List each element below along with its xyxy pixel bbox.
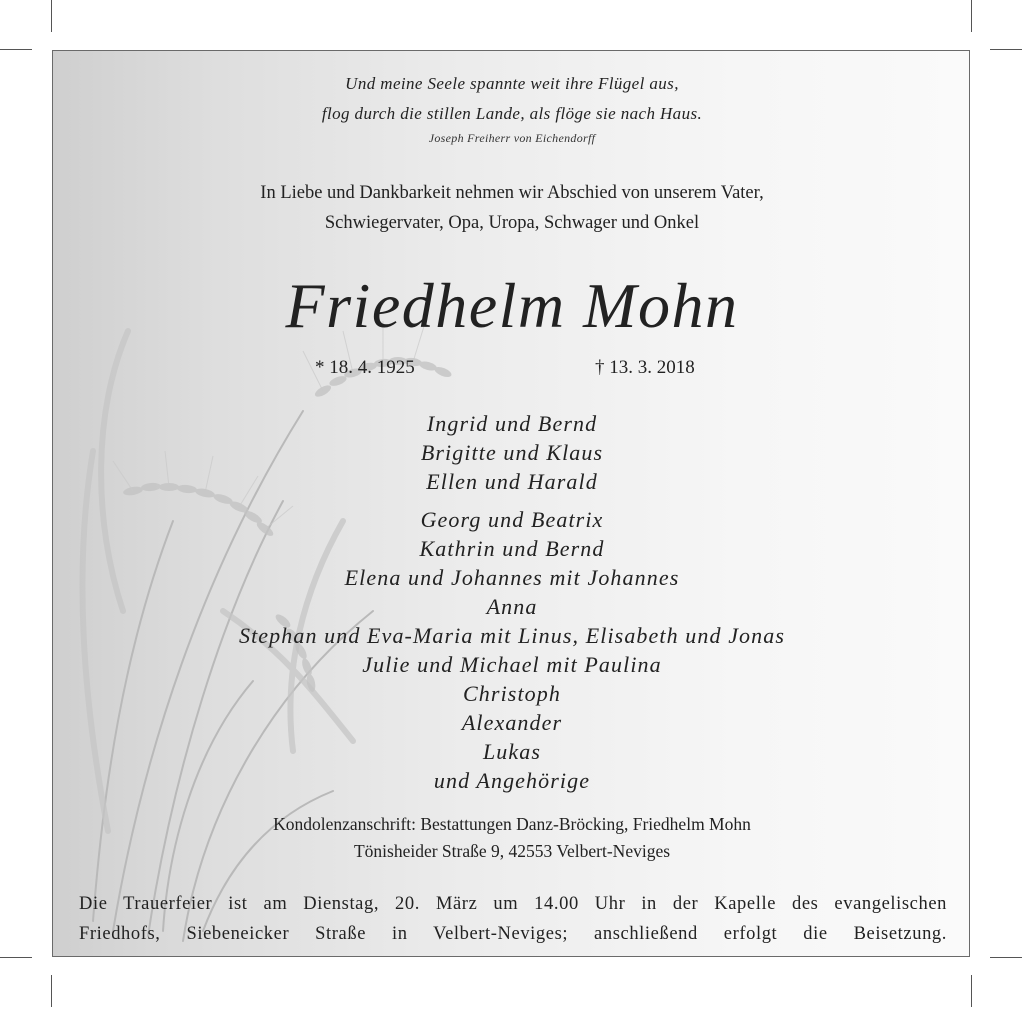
birth-date: * 18. 4. 1925 [315, 357, 415, 378]
death-date: † 13. 3. 2018 [595, 357, 695, 378]
mourner-entry: Kathrin und Bernd [419, 536, 605, 561]
crop-mark [990, 957, 1022, 958]
mourner-entry: Ingrid und Bernd [426, 411, 598, 436]
mourner-entry: Alexander [461, 710, 563, 735]
funeral-notice-line: Friedhofs, Siebeneicker Straße in Velbert-Neviges; anschließend erfolgt die Beisetzung. [79, 924, 947, 944]
mourner-entry: Julie und Michael mit Paulina [362, 652, 662, 677]
epigraph-author: Joseph Freiherr von Eichendorff [428, 131, 596, 145]
obituary-card [52, 50, 970, 957]
funeral-notice [79, 889, 947, 949]
condolence-line: Tönisheider Straße 9, 42553 Velbert-Neviges [353, 841, 671, 861]
crop-mark [971, 975, 972, 1007]
condolence-line: Kondolenzanschrift: Bestattungen Danz-Bröcking, Friedhelm Mohn [273, 814, 751, 834]
crop-mark [0, 957, 32, 958]
mourner-entry: Lukas [482, 739, 542, 764]
mourner-entry: Elena und Johannes mit Johannes [344, 565, 680, 590]
mourner-entry: Stephan und Eva-Maria mit Linus, Elisabeth und Jonas [238, 623, 786, 648]
epigraph [53, 69, 970, 129]
intro-text [53, 178, 970, 238]
crop-mark [990, 49, 1022, 50]
crop-mark [51, 0, 52, 32]
funeral-notice-line: Die Trauerfeier ist am Dienstag, 20. März um 14.00 Uhr in der Kapelle des evangelischen [79, 894, 947, 914]
condolence-address [53, 811, 970, 865]
mourners-group-children [53, 409, 970, 496]
mourner-entry: Brigitte und Klaus [420, 440, 604, 465]
crop-mark [971, 0, 972, 32]
mourners-group-grandchildren [53, 505, 970, 795]
mourner-entry: Georg und Beatrix [420, 507, 604, 532]
mourner-entry: Christoph [463, 681, 561, 706]
deceased-name: Friedhelm Mohn [285, 270, 739, 341]
mourner-entry: Ellen und Harald [426, 469, 598, 494]
intro-line: Schwiegervater, Opa, Uropa, Schwager und Onkel [324, 213, 700, 233]
epigraph-line: Und meine Seele spannte weit ihre Flügel aus, [345, 74, 679, 93]
obituary-content [53, 51, 970, 957]
epigraph-line: flog durch die stillen Lande, als flöge sie nach Haus. [321, 104, 703, 123]
crop-mark [0, 49, 32, 50]
intro-line: In Liebe und Dankbarkeit nehmen wir Abschied von unserem Vater, [260, 183, 764, 203]
mourner-entry: Anna [486, 594, 538, 619]
mourner-entry: und Angehörige [433, 768, 591, 793]
crop-mark [51, 975, 52, 1007]
